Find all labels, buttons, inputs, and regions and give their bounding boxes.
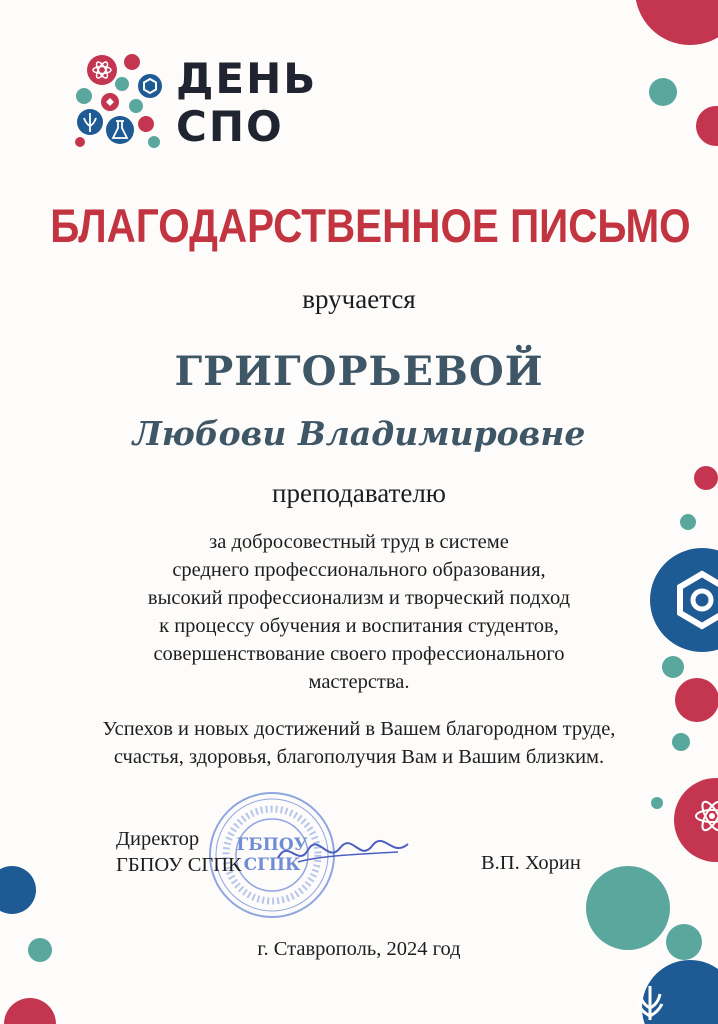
- wishes-paragraph: [0, 715, 718, 771]
- reason-paragraph: [0, 528, 718, 696]
- logo-word-line2: СПО: [176, 102, 284, 151]
- reason-line: мастерства.: [308, 671, 410, 693]
- reason-line: за добросовестный труд в системе: [209, 531, 509, 553]
- presented-text: вручается: [302, 284, 416, 314]
- place-date: г. Ставрополь, 2024 год: [257, 938, 461, 960]
- signatory-role-line1: Директор: [116, 828, 200, 850]
- recipient-surname: ГРИГОРЬЕВОЙ: [174, 348, 544, 395]
- stamp-line1: ГБПОУ: [236, 835, 308, 855]
- wishes-line: Успехов и новых достижений в Вашем благородном труде,: [102, 718, 616, 740]
- recipient-position: преподавателю: [272, 478, 446, 508]
- reason-line: высокий профессионализм и творческий подход: [147, 587, 571, 609]
- wishes-line: счастья, здоровья, благополучия Вам и Вашим близким.: [113, 746, 605, 768]
- recipient-given-names: Любови Владимировне: [132, 414, 586, 453]
- signatory-role: [116, 826, 242, 878]
- reason-line: совершенствование своего профессионального: [153, 643, 565, 665]
- atom-icon: [692, 796, 718, 836]
- logo-word-line1: ДЕНЬ: [176, 54, 318, 103]
- reason-line: среднего профессионального образования,: [172, 559, 546, 581]
- handwritten-signature: [268, 828, 418, 878]
- reason-line: к процессу обучения и воспитания студентов,: [159, 615, 559, 637]
- stamp-line2: СГПК: [243, 855, 301, 875]
- wheat-icon: [630, 980, 670, 1024]
- document-title: БЛАГОДАРСТВЕННОЕ ПИСЬМО: [50, 199, 691, 252]
- logo-mark: [72, 50, 172, 150]
- signatory-name: В.П. Хорин: [481, 852, 581, 874]
- logo: [72, 50, 332, 150]
- signatory-role-line2: ГБПОУ СГПК: [116, 854, 242, 876]
